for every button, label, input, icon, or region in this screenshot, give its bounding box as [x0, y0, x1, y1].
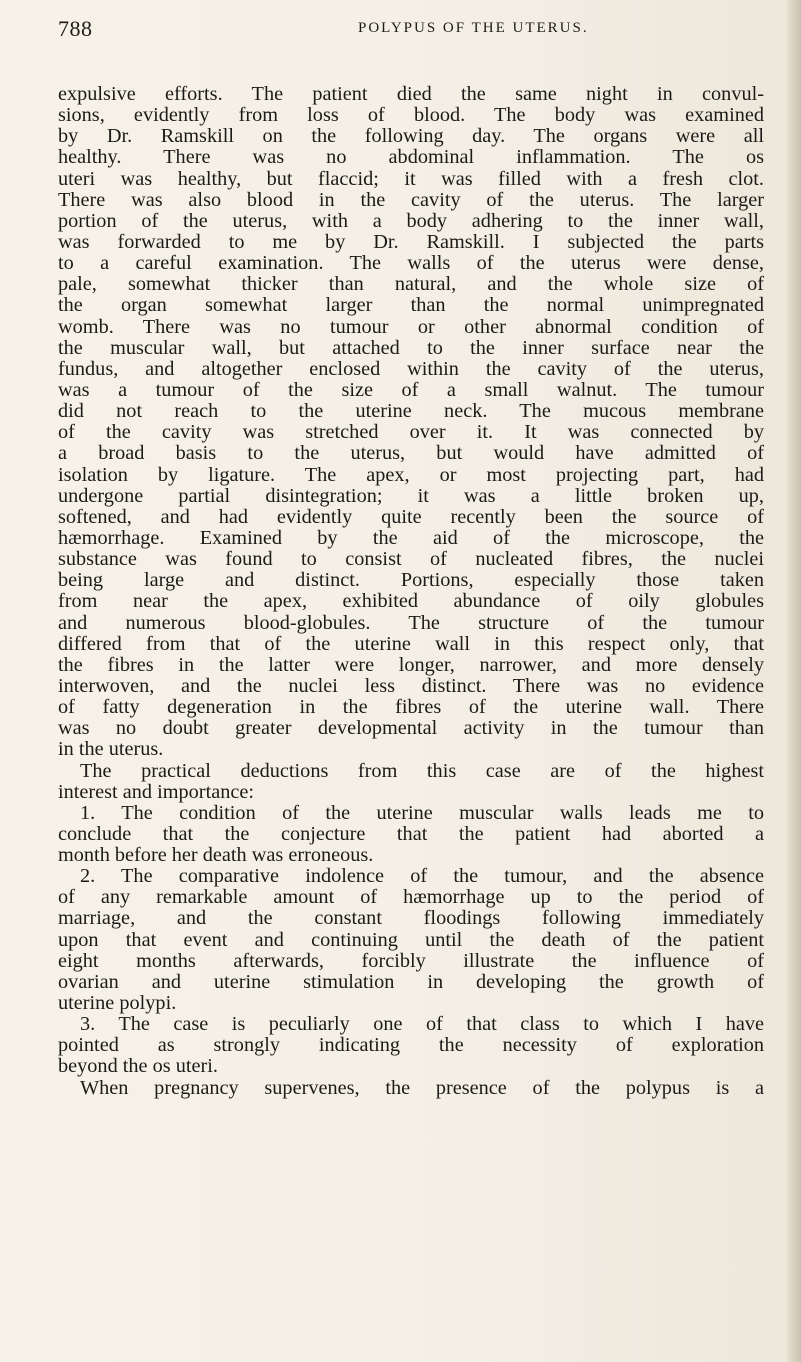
text-line: by Dr. Ramskill on the following day. The organs were all [58, 126, 764, 148]
text-line: softened, and had evidently quite recently been the source of [58, 506, 764, 528]
text-line: being large and distinct. Portions, especially those taken [58, 570, 764, 592]
text-line: eight months afterwards, forcibly illustrate the influence of [58, 950, 764, 972]
text-line: of fatty degeneration in the fibres of the uterine wall. There [58, 697, 764, 719]
text-line: the organ somewhat larger than the normal unimpregnated [58, 295, 764, 317]
text-line: did not reach to the uterine neck. The mucous membrane [58, 401, 764, 423]
text-line: conclude that the conjecture that the patient had aborted a [58, 823, 764, 845]
text-line: beyond the os uteri. [58, 1056, 218, 1078]
text-line: 3. The case is peculiarly one of that class to which I have [80, 1014, 764, 1036]
text-line: healthy. There was no abdominal inflammation. The os [58, 147, 764, 169]
text-line: interwoven, and the nuclei less distinct. There was no evidence [58, 675, 764, 697]
text-line: isolation by ligature. The apex, or most projecting part, had [58, 464, 764, 486]
text-line: womb. There was no tumour or other abnormal condition of [58, 316, 764, 338]
text-line: pointed as strongly indicating the necessity of exploration [58, 1035, 764, 1057]
text-line: The practical deductions from this case are of the highest [80, 760, 764, 782]
text-line: upon that event and continuing until the death of the patient [58, 929, 764, 951]
text-line: month before her death was erroneous. [58, 845, 374, 867]
page-header [58, 16, 758, 46]
text-line: fundus, and altogether enclosed within the cavity of the uterus, [58, 358, 764, 380]
text-line: substance was found to consist of nucleated fibres, the nuclei [58, 549, 764, 571]
text-line: 1. The condition of the uterine muscular walls leads me to [80, 802, 764, 824]
text-line: sions, evidently from loss of blood. The body was examined [58, 105, 764, 127]
text-line: marriage, and the constant floodings following immediately [58, 908, 764, 930]
text-line: When pregnancy supervenes, the presence of the polypus is a [80, 1077, 764, 1099]
text-line: expulsive efforts. The patient died the same night in convul- [58, 84, 764, 105]
text-line: undergone partial disintegration; it was a little broken up, [58, 485, 764, 507]
text-line: the fibres in the latter were longer, narrower, and more densely [58, 654, 764, 676]
page-edge [787, 0, 801, 1362]
page-number: 788 [58, 16, 93, 41]
text-line: was no doubt greater developmental activity in the tumour than [58, 718, 764, 740]
text-line: the muscular wall, but attached to the inner surface near the [58, 337, 764, 359]
text-line: 2. The comparative indolence of the tumour, and the absence [80, 866, 764, 888]
text-line: a broad basis to the uterus, but would have admitted of [58, 443, 764, 465]
text-line: uteri was healthy, but flaccid; it was filled with a fresh clot. [58, 168, 764, 190]
text-line: interest and importance: [58, 781, 254, 803]
text-line: portion of the uterus, with a body adhering to the inner wall, [58, 210, 764, 232]
text-line: was a tumour of the size of a small walnut. The tumour [58, 379, 764, 401]
text-line: in the uterus. [58, 739, 164, 761]
text-line: pale, somewhat thicker than natural, and the whole size of [58, 274, 764, 296]
text-line: to a careful examination. The walls of the uterus were dense, [58, 253, 764, 275]
text-line: was forwarded to me by Dr. Ramskill. I subjected the parts [58, 231, 764, 253]
text-line: uterine polypi. [58, 993, 177, 1015]
text-line: There was also blood in the cavity of the uterus. The larger [58, 189, 764, 211]
text-line: from near the apex, exhibited abundance of oily globules [58, 591, 764, 613]
text-line: and numerous blood-globules. The structure of the tumour [58, 612, 764, 634]
text-line: differed from that of the uterine wall in this respect only, that [58, 633, 764, 655]
body-text [58, 84, 764, 1099]
text-line: of the cavity was stretched over it. It was connected by [58, 422, 764, 444]
running-title: POLYPUS OF THE UTERUS. [358, 20, 589, 36]
text-line: ovarian and uterine stimulation in developing the growth of [58, 971, 764, 993]
text-line: of any remarkable amount of hæmorrhage up to the period of [58, 887, 764, 909]
text-line: hæmorrhage. Examined by the aid of the microscope, the [58, 527, 764, 549]
